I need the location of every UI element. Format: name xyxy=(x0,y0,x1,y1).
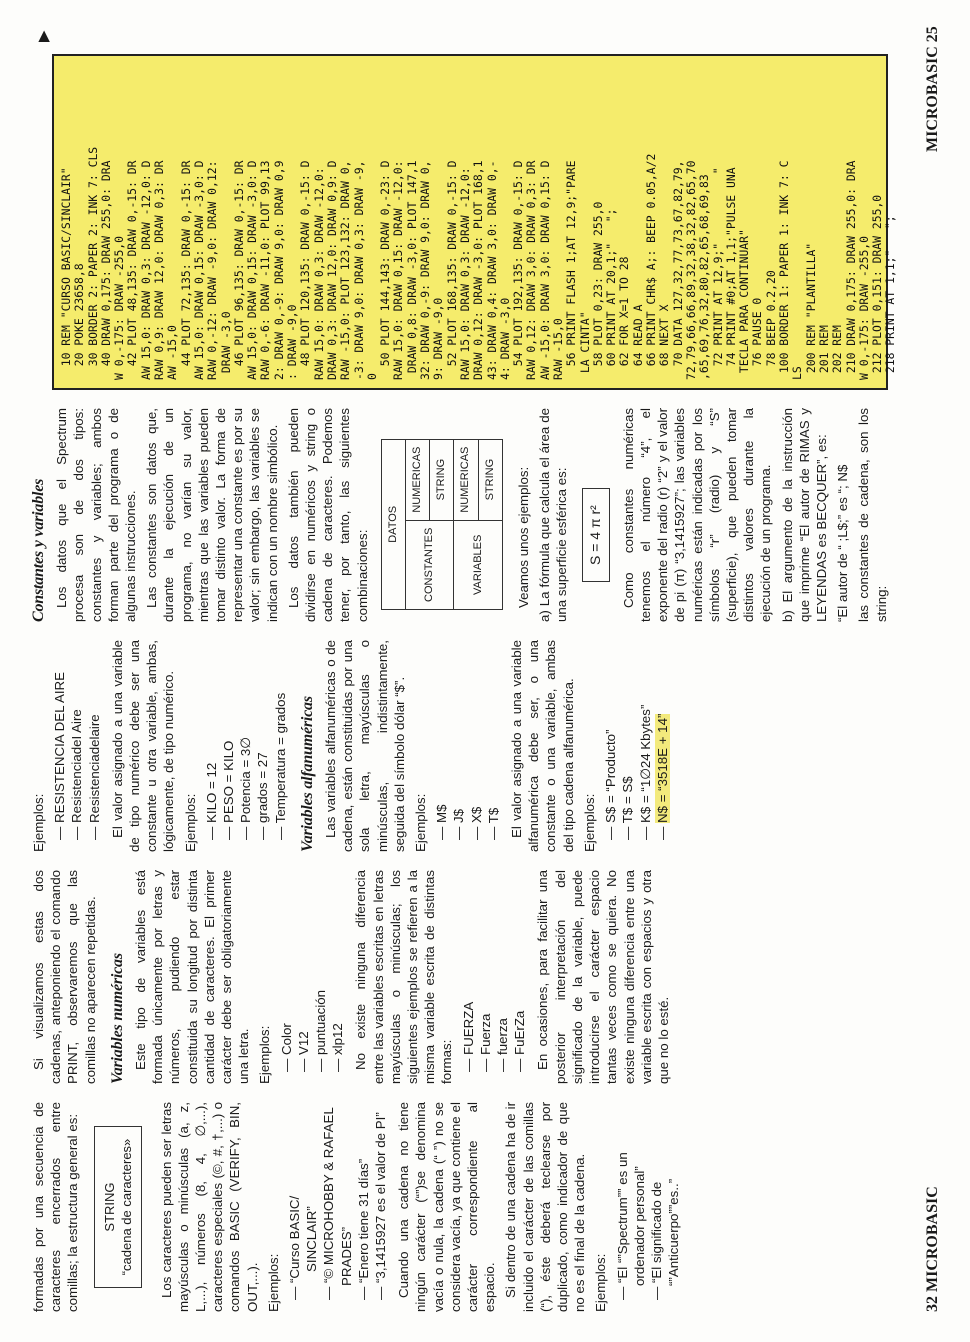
list-item: — KILO = 12 xyxy=(203,640,220,852)
list-item: — M$ xyxy=(433,640,450,852)
code-line: RAW 0,9: DRAW 12,0: DRAW 0,3: DR xyxy=(152,160,167,380)
paragraph: “El autor de “ ;L$;” es “; N$ xyxy=(835,464,851,622)
code-line: -3: DRAW 9,0: DRAW 0,3: DRAW -9, xyxy=(351,160,366,380)
code-line: 218 PRINT AT 1,1;" "; xyxy=(883,215,898,380)
table-cell: NUMERICAS xyxy=(454,439,478,520)
text-column-3 xyxy=(30,640,677,852)
code-line: 40 DRAW 0,175: DRAW 255,0: DRA xyxy=(98,160,113,380)
paragraph: El valor asignado a una variable alfanumérica debe ser, o una constante o una variable, ambas del tipo cadena alfanumérica. xyxy=(509,640,576,852)
code-line: 66 PRINT CHR$ A;: BEEP 0.05,A/2 xyxy=(644,153,659,380)
code-line: W 0,-175: DRAW -255,0 xyxy=(112,235,127,380)
code-line: 32: DRAW 0,-9: DRAW 9,0: DRAW 0, xyxy=(418,160,433,380)
code-line: RAW -15,0 xyxy=(550,318,565,380)
code-line: AW 15,0: DRAW 0,15: DRAW -3,0: D xyxy=(191,160,206,380)
code-line: 42 PLOT 48,135: DRAW 0,-15: DR xyxy=(125,160,140,380)
section-heading: Variables numéricas xyxy=(108,953,126,1084)
paragraph: Las constantes son datos que, durante la ejecución de un programa, no varían su valor, mientras que las variables pueden tomar distinto valor. La forma de representar una constante es por su valor; sin embargo, las variables se indican con un nombre simbólico. xyxy=(144,408,280,622)
list-item: — Resistenciadelaire xyxy=(86,640,103,852)
list-item: — fuerza xyxy=(494,870,511,1084)
paragraph: Si dentro de una cadena ha de ir incluido el carácter de las comillas (“), éste deberá teclearse por duplicado, como indicador de que no es el final de la cadena. xyxy=(503,1102,588,1312)
code-line: ,65,69,76,32,80,82,65,68,69,83 xyxy=(697,174,712,380)
code-line: 48 PLOT 120,135: DRAW 0,-15: D xyxy=(298,160,313,380)
section-heading: Constantes y variables xyxy=(30,478,47,622)
code-line: 210 DRAW 0,175: DRAW 255,0: DRA xyxy=(843,160,858,380)
data-types-table xyxy=(381,439,503,610)
code-line: RAW 0,-12: DRAW -9,0: DRAW 0,12: xyxy=(205,160,220,380)
code-line: W 0,-175: DRAW -255,0 xyxy=(856,235,871,380)
table-cell: STRING xyxy=(430,439,454,520)
paragraph: las constantes de cadena, son los string: xyxy=(856,408,889,622)
code-line: LA CINTA" xyxy=(577,311,592,380)
code-line: RAW -15,0: PLOT 123,132: DRAW 0, xyxy=(338,160,353,380)
code-line: 202 REM xyxy=(830,325,845,380)
paragraph: b) El argumento de la instrucción que imprime “El autor de RIMAS y LEYENDAS es BECQUER”, es: xyxy=(779,408,829,622)
code-line: 56 PRINT FLASH 1;AT 12,9;"PARE xyxy=(564,160,579,380)
list-item: — PESO = KILO xyxy=(220,640,237,852)
paragraph: Si visualizamos estas dos cadenas, anteponiendo el comando PRINT, observaremos que las comillas no aparecen repetidas. xyxy=(31,870,98,1084)
code-line: LS xyxy=(790,366,805,380)
examples-label: Ejemplos: xyxy=(581,793,597,852)
paragraph: formadas por una secuencia de caracteres encerrados entre comillas; la estructura general es: xyxy=(31,1102,81,1312)
code-line: 62 FOR X=1 TO 28 xyxy=(617,256,632,380)
list-item: — V12 xyxy=(295,870,312,1084)
example-list xyxy=(286,1102,389,1312)
code-line: 46 PLOT 96,135: DRAW 0,-15: DR xyxy=(231,160,246,380)
list-item: — “El “”Spectrum”” es un ordenador personal” xyxy=(614,1102,648,1312)
list-item: — X$ xyxy=(468,640,485,852)
examples-label: Ejemplos: xyxy=(257,1025,273,1084)
list-item: — “Curso BASIC/ SINCLAIR” xyxy=(286,1102,320,1312)
folio-left: 32 MICROBASIC xyxy=(924,1186,941,1312)
paragraph: Como constantes numéricas tenemos el número “4”, el exponente del radio (r) “2” y el valor de pi (π) “3,1415927”; las variables numéricas están indicadas por los símbolos “r” (radio) y “S” (superficie), que pueden tomar distintos valores durante la ejecución de un programa. xyxy=(620,408,774,622)
code-line: 64 READ A xyxy=(630,304,645,380)
program-listing xyxy=(52,54,898,390)
list-item: — grados = 27 xyxy=(254,640,271,852)
examples-label: Ejemplos: xyxy=(182,793,198,852)
highlighted-text: N$ = “3518E + 14” xyxy=(654,713,670,823)
list-item: — xlp12 xyxy=(329,870,346,1084)
folio-right: MICROBASIC 25 xyxy=(924,26,941,152)
code-line: 78 BEEP 0.2,20 xyxy=(763,270,778,380)
code-line: 76 PAUSE 0 xyxy=(750,297,765,380)
paragraph: a) La fórmula que calcula el área de una superficie esférica es: xyxy=(537,408,570,622)
list-item: — “© MICROHOBBY & RAFAEL PRADES” xyxy=(320,1102,354,1312)
code-line: RAW 15,0: DRAW 0,15: DRAW -12,0: xyxy=(391,160,406,380)
paragraph: El valor asignado a una variable de tipo numérico debe ser una constante u otra variable, ambas, lógicamente, de tipo numérico. xyxy=(109,640,177,852)
list-item: — K$ = “1∅24 Kbytes” xyxy=(637,640,654,852)
text-column-1 xyxy=(30,1102,689,1312)
list-item: — T$ = S$ xyxy=(619,640,636,852)
code-line: 200 REM "PLANTILLA" xyxy=(803,242,818,380)
code-line: 30 BORDER 2: PAPER 2: INK 7: CLS xyxy=(85,146,100,380)
list-item: — ResistenciadeI Aire xyxy=(68,640,85,852)
code-line: 20 POKE 23658,8 xyxy=(72,263,87,380)
example-list xyxy=(433,640,502,852)
list-item: — FuErZa xyxy=(511,870,528,1084)
code-line: 4: DRAW -3,0 xyxy=(497,297,512,380)
example-list xyxy=(51,640,103,852)
paragraph: No existe ninguna diferencia entre las variables escritas en letras mayúsculas o minúsculas; los siguientes ejemplos se refieren a la misma variable escrita de distintas formas: xyxy=(353,870,455,1084)
list-item: — puntuación xyxy=(312,870,329,1084)
code-line: 100 BORDER 1: PAPER 1: INK 7: C xyxy=(777,160,792,380)
list-item: — Potencia = 3∅ xyxy=(237,640,254,852)
example-list xyxy=(278,870,347,1084)
box-subtitle: “cadena de caracteres» xyxy=(118,1138,134,1276)
table-cell: VARIABLES xyxy=(454,520,502,609)
code-line: AW 15,0: DRAW 0,15: DRAW -3,0: D xyxy=(245,160,260,380)
list-item: — Fuerza xyxy=(477,870,494,1084)
list-item: — J$ xyxy=(450,640,467,852)
code-line: AW -15,0 xyxy=(165,325,180,380)
list-item: — FUERZA xyxy=(460,870,477,1084)
code-line: AW 15,0: DRAW 0,3: DRAW -12,0: D xyxy=(138,160,153,380)
table-cell: STRING xyxy=(478,439,502,520)
code-line: RAW 0,12: DRAW 3,0: DRAW 0,3: DR xyxy=(524,160,539,380)
examples-label: Ejemplos: xyxy=(31,793,46,852)
code-line: 201 REM xyxy=(816,325,831,380)
table-cell: CONSTANTES xyxy=(406,520,454,609)
list-item: — “Enero tiene 31 días” xyxy=(355,1102,372,1312)
code-line: 68 NEXT X xyxy=(657,304,672,380)
code-line: 212 PLOT 0,151: DRAW 255,0 xyxy=(870,194,885,380)
code-line: 43: DRAW 0,4: DRAW 3,0: DRAW 0,- xyxy=(484,160,499,380)
paragraph: Este tipo de variables está formada únicamente por letras y números, pudiendo estar constituida su longitud por distinta cantidad de caracteres. El primer carácter debe ser obligatoriamente una letra. xyxy=(133,870,252,1084)
list-item: — T$ xyxy=(485,640,502,852)
string-definition-box xyxy=(94,1126,142,1288)
example-list xyxy=(203,640,289,852)
examples-label: Ejemplos: xyxy=(413,793,429,852)
code-line: DRAW 0,8: DRAW -3,0: PLOT 147,1 xyxy=(404,160,419,380)
code-line: 44 PLOT 72,135: DRAW 0,-15: DR xyxy=(178,160,193,380)
box-title: STRING xyxy=(101,1182,117,1232)
code-line: DRAW 0,3: DRAW 12,0: DRAW 0,9: D xyxy=(324,160,339,380)
code-line: 50 PLOT 144,143: DRAW 0,-23: D xyxy=(378,160,393,380)
code-line: AW -15,0: DRAW 3,0: DRAW 0,15: D xyxy=(537,160,552,380)
next-page-arrow-icon: ▶ xyxy=(35,30,52,42)
code-line: 52 PLOT 168,135: DRAW 0,-15: D xyxy=(444,160,459,380)
paragraph: Veamos unos ejemplos: xyxy=(515,466,531,608)
text-column-4 xyxy=(30,408,894,622)
list-item xyxy=(654,640,671,852)
list-item: — S$ = “Producto” xyxy=(602,640,619,852)
examples-label: Ejemplos: xyxy=(265,1253,281,1312)
table-header: DATOS xyxy=(381,439,405,609)
code-line: DRAW -3,0 xyxy=(218,311,233,380)
code-line: 54 PLOT 192,135: DRAW 0,-15: D xyxy=(511,160,526,380)
code-line: 74 PRINT #0;AT 1,1;"PULSE UNA xyxy=(723,167,738,380)
code-line: 10 REM "CURSO BASIC/SINCLAIR" xyxy=(59,167,73,380)
code-line: RAW 15,0: DRAW 0,3: DRAW -12,0: xyxy=(311,167,326,380)
formula-box: S = 4 π r² xyxy=(582,488,609,582)
code-line: RAW 0,-6: DRAW -11,0: PLOT 99,13 xyxy=(258,160,273,380)
code-line: 72 PRINT AT 12,9;" " xyxy=(710,167,725,380)
examples-label: Ejemplos: xyxy=(593,1253,609,1312)
example-list xyxy=(602,640,671,852)
code-line: DRAW 0,12: DRAW -3,0: PLOT 168,1 xyxy=(471,160,486,380)
example-list xyxy=(614,1102,683,1312)
paragraph: En ocasiones, para facilitar una posterior interpretación del significado de la variable, puede introducirse el carácter espacio tantas veces como se quiera. No existe ninguna diferencia entre una variable escrita con espacios y otra que no lo esté. xyxy=(535,870,671,1084)
paragraph: Los datos también pueden dividirse en numéricos y string o cadena de caracteres. Podemos tener, por tanto, las siguientes combinaciones: xyxy=(285,408,370,622)
code-line: 58 PLOT 0,23: DRAW 255,0 xyxy=(590,201,605,380)
code-line: 9: DRAW -9,0 xyxy=(431,297,446,380)
paragraph: Las variables alfanuméricas o de cadena, están constituidas por una sola letra, mayúsculas o minúsculas, indistintamente, seguida del símbolo dólar “$”. xyxy=(323,640,407,852)
text-column-2 xyxy=(30,870,676,1084)
list-item: — Color xyxy=(278,870,295,1084)
code-line: 0 xyxy=(364,373,379,380)
paragraph: Los datos que el Spectrum procesa son de dos tipos: constantes y variables; ambos forman parte del programa o de algunas instrucciones. xyxy=(54,408,139,622)
paragraph: Cuando una cadena no tiene ningún carácter (“”)se denomina vacía o nula, la cadena (“ ”) no se considera vacía, ya que contiene el carácter correspondiente al espacio. xyxy=(396,1102,498,1312)
code-line: 2: DRAW 0,-9: DRAW 9,0: DRAW 0,9 xyxy=(271,160,286,380)
code-line: 70 DATA 127,32,77,73,67,82,79, xyxy=(670,160,685,380)
code-line: 60 PRINT AT 20,1;" "; xyxy=(604,208,619,380)
example-list xyxy=(460,870,529,1084)
code-line: : DRAW -9,0 xyxy=(285,304,300,380)
paragraph: Los caracteres pueden ser letras mayúsculas o minúsculas (a, z, L,...), números (8, 4, ∅,...), caracteres especiales (©, #, †,...) o comandos BASIC (VERIFY, BIN, OUT,...). xyxy=(158,1102,260,1312)
section-heading: Variables alfanuméricas xyxy=(298,696,316,852)
code-line: TECLA PARA CONTINUAR" xyxy=(737,229,752,380)
code-line: 72,79,66,66,89,32,38,32,82,65,70 xyxy=(683,160,698,380)
list-item: — “El significado de “”Anticuerpo””es..” xyxy=(648,1102,682,1312)
list-item: — RESISTENCIA DEL AIRE xyxy=(51,640,68,852)
list-item: — “3,1415927 es el valor de PI” xyxy=(372,1102,389,1312)
table-cell: NUMERICAS xyxy=(406,439,430,520)
list-item: — Temperatura = grados xyxy=(272,640,289,852)
code-line: RAW 15,0: DRAW 0,3: DRAW -12,0: xyxy=(457,167,472,380)
